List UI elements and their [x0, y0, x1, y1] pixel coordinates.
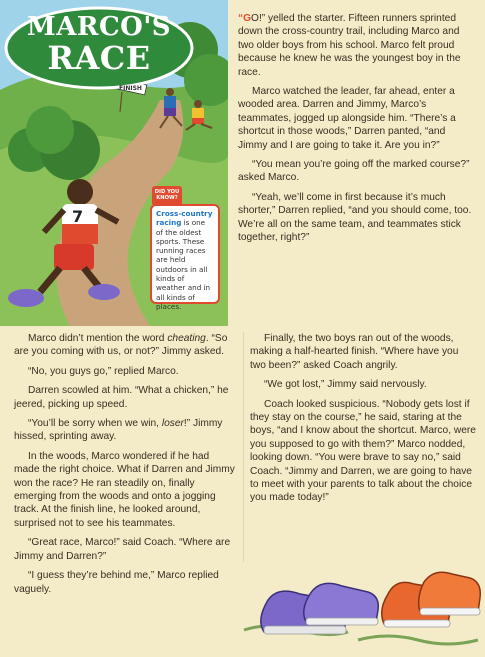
story-illustration	[0, 0, 228, 326]
paragraph-text: “You’ll be sorry when we win,	[28, 418, 162, 430]
story-column-top-right	[238, 12, 476, 251]
story-paragraph: “You mean you’re going off the marked course?” asked Marco.	[238, 159, 470, 184]
story-paragraph: Darren scowled at him. “What a chicken,” he jeered, picking up speed.	[14, 385, 229, 410]
story-paragraph	[238, 12, 476, 79]
story-paragraph: Finally, the two boys ran out of the woods, making a half-hearted finish. “Where have you two been?” asked Coach angrily.	[250, 333, 459, 371]
drop-cap: “G	[238, 13, 252, 24]
did-you-know-text: is one of the oldest sports. These running races are held outdoors in all kinds of weather and in all kinds of places.	[156, 218, 211, 311]
title-line-1: MARCO'S	[26, 12, 172, 42]
paragraph-text: O!” yelled the starter. Fifteen runners sprinted down the cross-country trail, including Marco and two older boys from his school. Marco felt proud because he knew he was the youngest boy in the race.	[238, 13, 461, 78]
sneakers-illustration	[238, 560, 484, 656]
emphasis-text: cheating	[167, 333, 206, 344]
paragraph-text: !” Jimmy hissed, sprinting away.	[14, 418, 223, 443]
story-paragraph: “I guess they’re behind me,” Marco replied vaguely.	[14, 570, 219, 595]
did-you-know-term: Cross-country racing	[156, 209, 213, 228]
story-column-bottom-left	[14, 332, 236, 602]
emphasis-text: loser	[161, 418, 184, 430]
column-divider	[243, 332, 244, 562]
story-paragraph	[14, 332, 236, 359]
story-paragraph	[14, 417, 236, 444]
did-you-know-badge: DID YOU KNOW?	[152, 186, 182, 206]
story-paragraph: “We got lost,” Jimmy said nervously.	[264, 379, 427, 391]
paragraph-text: Marco didn’t mention the word	[28, 333, 168, 344]
story-paragraph: Marco watched the leader, far ahead, enter a wooded area. Darren and Jimmy, Marco’s teammates, jogged up alongside him. “There’s a shortcut in those woods,” Darren panted, “and Jimmy and I are going to take it. Are you in?”	[238, 86, 456, 151]
story-paragraph: “Yeah, we’ll come in first because it’s much shorter,” Darren replied, “and you should come, too. We’re all on the same team, and teammates stick together, right?”	[238, 191, 472, 244]
did-you-know-box	[150, 204, 220, 311]
story-column-bottom-right	[250, 332, 476, 511]
title-line-2: RACE	[47, 39, 151, 77]
story-paragraph: In the woods, Marco wondered if he had made the right choice. What if Darren and Jimmy won the race? He ran steadily on, finally emerging from the woods and onto a jogging track. At the finish line, he looked around, surprised not to see his teammates.	[14, 450, 235, 529]
paragraph-text: . “So are you coming with us, or not?” Jimmy asked.	[14, 333, 228, 358]
story-paragraph: Coach looked suspicious. “Nobody gets lost if they stay on the course,” he said, staring at the boys, “and I know about the shortcut. Marco, were you supposed to go with them?” Marco nodded, looking down. “You were brave to say no,” said Coach. “Jimmy and Darren, we are going to have to meet with your parents to talk about the choice you made today!”	[250, 398, 476, 504]
finish-sign: FINISH	[119, 85, 142, 92]
story-paragraph: “Great race, Marco!” said Coach. “Where are Jimmy and Darren?”	[14, 537, 231, 562]
page-title	[14, 12, 184, 77]
story-paragraph: “No, you guys go,” replied Marco.	[28, 365, 179, 377]
runner-number: 7	[72, 207, 84, 226]
